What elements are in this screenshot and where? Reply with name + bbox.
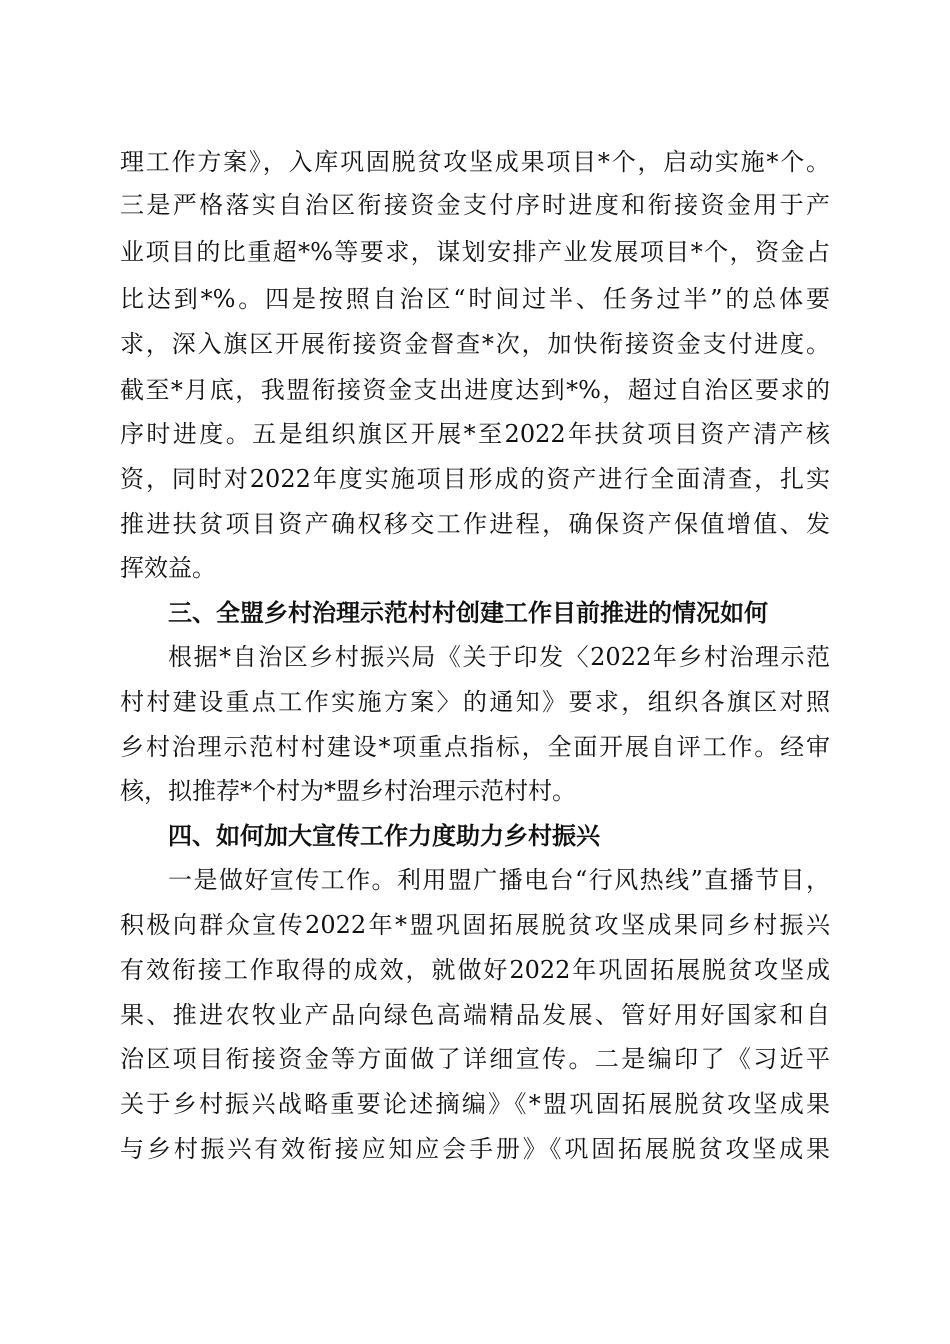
body-text-line: 治区项目衔接资金等方面做了详细宣传。二是编印了《习近平	[120, 1045, 830, 1073]
body-text-line: 推进扶贫项目资产确权移交工作进程，确保资产保值增值、发	[120, 510, 830, 538]
body-text-line: 资，同时对2022年度实施项目形成的资产进行全面清查，扎实	[120, 465, 830, 493]
body-text-line: 有效衔接工作取得的成效，就做好2022年巩固拓展脱贫攻坚成	[120, 956, 830, 984]
section-heading-3: 三、全盟乡村治理示范村村创建工作目前推进的情况如何	[168, 599, 768, 627]
body-text-line: 序时进度。五是组织旗区开展*至2022年扶贫项目资产清产核	[120, 420, 830, 448]
body-text-line: 果、推进农牧业产品向绿色高端精品发展、管好用好国家和自	[120, 1001, 830, 1029]
body-text-line: 核，拟推荐*个村为*盟乡村治理示范村村。	[120, 777, 576, 805]
body-text-line: 截至*月底，我盟衔接资金支出进度达到*%，超过自治区要求的	[120, 376, 830, 404]
body-text-line: 村村建设重点工作实施方案〉的通知》要求，组织各旗区对照	[120, 688, 830, 716]
body-text-line: 与乡村振兴有效衔接应知应会手册》《巩固拓展脱贫攻坚成果	[120, 1135, 830, 1163]
body-text-line: 乡村治理示范村村建设*项重点指标，全面开展自评工作。经审	[120, 733, 830, 761]
body-text-line: 理工作方案》，入库巩固脱贫攻坚成果项目*个，启动实施*个。	[120, 148, 830, 176]
section-heading-4: 四、如何加大宣传工作力度助力乡村振兴	[168, 822, 600, 850]
body-text-line: 积极向群众宣传2022年*盟巩固拓展脱贫攻坚成果同乡村振兴	[120, 911, 830, 939]
body-text-line: 三是严格落实自治区衔接资金支付序时进度和衔接资金用于产	[120, 191, 830, 219]
body-text-line: 挥效益。	[120, 554, 216, 582]
body-text-line: 比达到*%。四是按照自治区“时间过半、任务过半”的总体要	[120, 285, 830, 313]
body-text-line: 业项目的比重超*%等要求，谋划安排产业发展项目*个，资金占	[120, 238, 830, 266]
body-text-line: 根据*自治区乡村振兴局《关于印发〈2022年乡村治理示范	[168, 643, 830, 671]
body-text-line: 一是做好宣传工作。利用盟广播电台“行风热线”直播节目，	[168, 866, 830, 894]
body-text-line: 关于乡村振兴战略重要论述摘编》《*盟巩固拓展脱贫攻坚成果	[120, 1090, 830, 1118]
body-text-line: 求，深入旗区开展衔接资金督查*次，加快衔接资金支付进度。	[120, 330, 830, 358]
